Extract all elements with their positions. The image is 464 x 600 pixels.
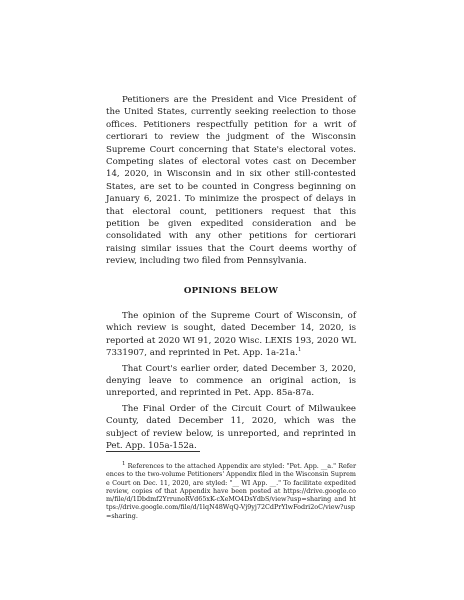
footnote: [106, 462, 356, 520]
opinions-section: [106, 310, 356, 452]
footnote-text: References to the attached Appendix are styled: "Pet. App. __a." References to the two-volume Petitioners' Appendix filed in the Wisconsin Supreme Court on Dec. 11, 2020, are styled: "__ WI App. __." To facilitate expedited review, copies of that Appendix have been posted at https://drive.google.com/file/d/1Dbdmf2YrrunoRVd65xK-cXeMO4DsYdbS/view?usp=sharing and https://drive.google.com/file/d/1lqN48WqQ-Vj9yj72CdPrYlwFodri2oC/view?usp=sharing.: [106, 462, 356, 520]
section-heading: OPINIONS BELOW: [183, 286, 279, 296]
footnote-reference: 1: [297, 347, 302, 354]
footnote-paragraph: [106, 462, 356, 520]
opinions-paragraph-1-text: The opinion of the Supreme Court of Wisconsin, of which review is sought, dated December 14, 2020, is reported at 2020 WI 91, 2020 Wisc. LEXIS 193, 2020 WL 7331907, and reprinted in Pet. App. 1a-21a.: [106, 311, 356, 359]
footnote-divider: [106, 451, 200, 452]
opinions-paragraph-2: That Court's earlier order, dated December 3, 2020, denying leave to commence an original action, is unreported, and reprinted in Pet. App. 85a-87a.: [106, 363, 356, 399]
opinions-paragraph-3: The Final Order of the Circuit Court of Milwaukee County, dated December 11, 2020, which was the subject of review below, is unreported, and reprinted in Pet. App. 105a-152a.: [106, 403, 356, 452]
intro-paragraph: Petitioners are the President and Vice President of the United States, currently seeking reelection to those offices. Petitioners respectfully petition for a writ of certiorari to review the judgment of the Wisconsin Supreme Court concerning that State's electoral votes. Competing slates of electoral votes cast on December 14, 2020, in Wisconsin and in six other still-contested States, are set to be counted in Congress beginning on January 6, 2021. To minimize the prospect of delays in that electoral count, petitioners request that this petition be given expedited consideration and be consolidated with any other petitions for certiorari raising similar issues that the Court deems worthy of review, including two filed from Pennsylvania.: [106, 95, 356, 267]
intro-section: [106, 94, 356, 268]
footnote-marker: 1: [122, 460, 126, 467]
opinions-paragraph-1: [106, 310, 356, 360]
